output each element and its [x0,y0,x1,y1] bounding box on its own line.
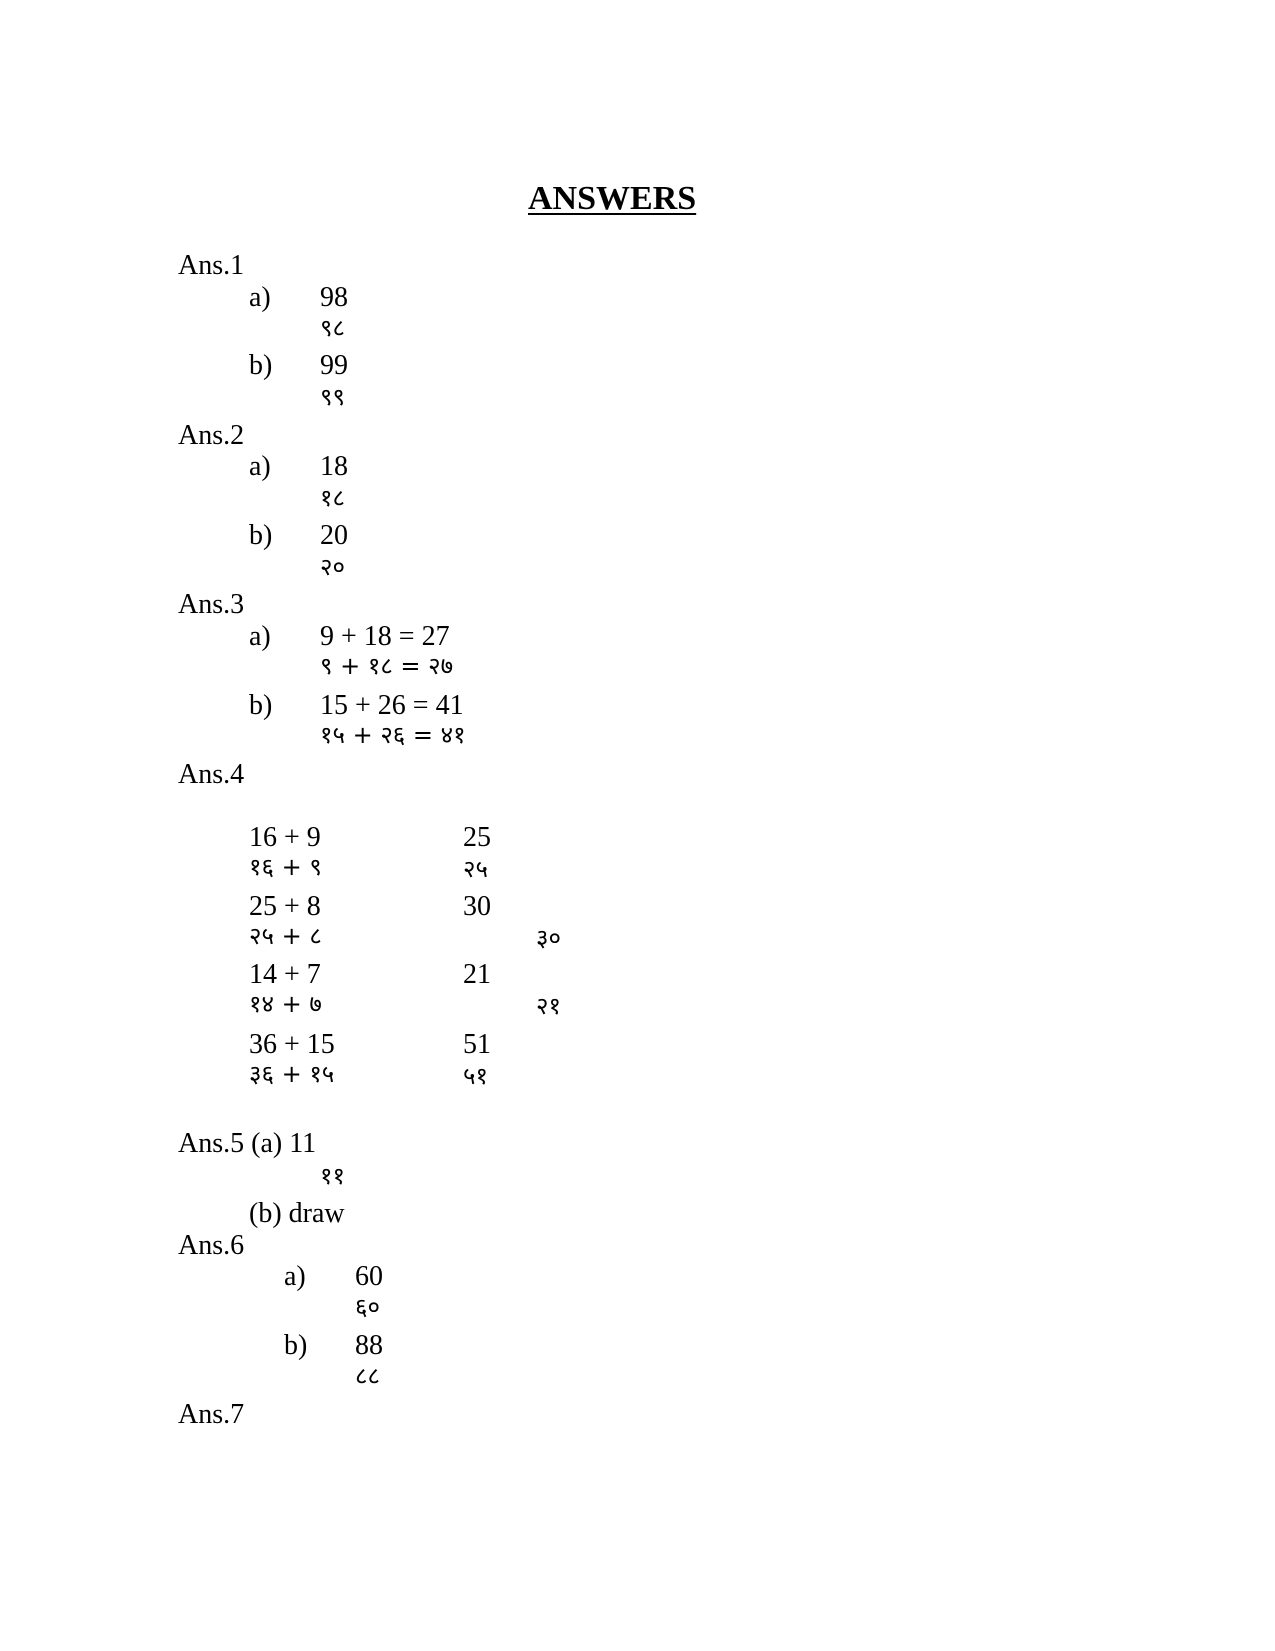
ans4-row-result-devanagari: २१ [536,992,561,1020]
ans3-a-value: 9 + 18 = 27 [320,621,450,652]
ans5-a-devanagari: ११ [320,1162,345,1190]
ans2-b-devanagari: २० [320,553,345,581]
ans6-b-value: 88 [355,1330,383,1361]
ans4-label: Ans.4 [178,759,245,790]
ans2-b-value: 20 [320,520,348,551]
ans4-row-result: 21 [463,959,491,990]
ans4-row-expr: 25 + 8 [249,891,321,922]
ans3-label: Ans.3 [178,589,245,620]
ans3-b-devanagari: १५ + २६ = ४१ [320,721,466,749]
ans3-a-label: a) [249,621,271,652]
ans4-row-result: 51 [463,1029,491,1060]
ans3-a-devanagari: ९ + १८ = २७ [320,652,454,680]
ans4-row-expr-devanagari: १४ + ७ [249,990,322,1018]
ans6-label: Ans.6 [178,1230,245,1261]
ans2-a-label: a) [249,451,271,482]
ans2-label: Ans.2 [178,420,245,451]
ans1-b-value: 99 [320,350,348,381]
ans1-a-devanagari: ९८ [320,314,345,342]
ans2-b-label: b) [249,520,273,551]
ans1-a-label: a) [249,282,271,313]
ans6-a-label: a) [284,1261,306,1292]
ans1-label: Ans.1 [178,250,245,281]
ans5-label: Ans.5 (a) 11 [178,1128,317,1159]
ans6-b-label: b) [284,1330,308,1361]
ans4-row-result: 25 [463,822,491,853]
ans4-row-result-devanagari: ३० [536,924,561,952]
ans5-b-text: (b) draw [249,1198,345,1229]
ans3-b-label: b) [249,690,273,721]
page-title: ANSWERS [528,180,697,217]
ans2-a-value: 18 [320,451,348,482]
ans6-a-devanagari: ६० [355,1293,380,1321]
ans2-a-devanagari: १८ [320,484,345,512]
ans1-b-label: b) [249,350,273,381]
ans6-a-value: 60 [355,1261,383,1292]
ans4-row-result-devanagari: ५१ [463,1062,488,1090]
ans1-a-value: 98 [320,282,348,313]
ans1-b-devanagari: ९९ [320,383,345,411]
ans4-row-result: 30 [463,891,491,922]
ans4-row-expr: 36 + 15 [249,1029,335,1060]
ans7-label: Ans.7 [178,1399,245,1430]
ans4-row-expr-devanagari: १६ + ९ [249,853,322,881]
ans4-row-expr: 16 + 9 [249,822,321,853]
ans3-b-value: 15 + 26 = 41 [320,690,464,721]
ans4-row-result-devanagari: २५ [463,855,488,883]
ans4-row-expr: 14 + 7 [249,959,321,990]
ans4-row-expr-devanagari: ३६ + १५ [249,1060,335,1088]
ans4-row-expr-devanagari: २५ + ८ [249,922,322,950]
ans6-b-devanagari: ८८ [355,1362,380,1390]
